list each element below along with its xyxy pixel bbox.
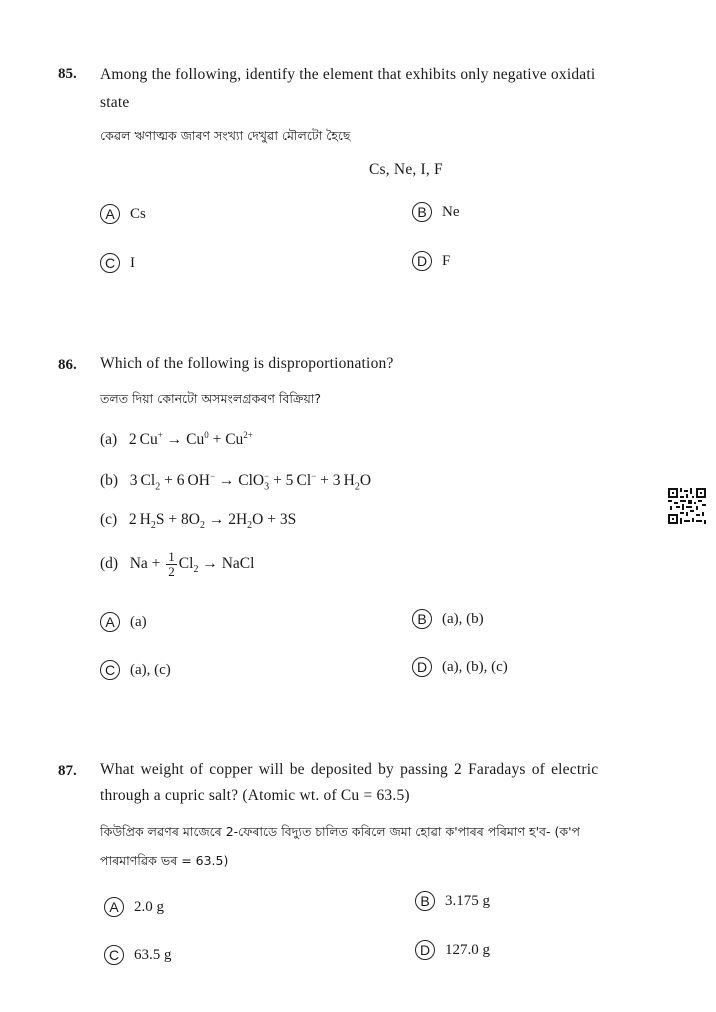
reaction-c-label: (c) [100, 511, 118, 528]
reaction-a: (a) 2 $Cu^+ \to Cu^0 + Cu^{2+}$ [100, 430, 253, 449]
q87-assamese-line1: কিউপ্ৰিক লৱণৰ মাজেৰে 2-ফেৰাডে বিদ্যুত চালিত কৰিলে জমা হোৱা ক'পাৰৰ পৰিমাণ হ'ব- (ক'প [100, 824, 581, 839]
option-d-marker: D [412, 657, 432, 677]
q86-option-d[interactable] [412, 657, 508, 677]
option-b-marker: B [412, 609, 432, 629]
option-text: (a), (c) [130, 661, 171, 678]
reaction-b-label: (b) [100, 472, 119, 490]
fraction-half: $\frac{1}{2}$ [168, 549, 175, 579]
q87-assamese-line2: পাৰমাণৱিক ভৰ = 63.5) [100, 853, 229, 868]
q86-text: Which of the following is disproportionation? [100, 355, 394, 372]
q87-text-line1: What weight of copper will be deposited by passing 2 Faradays of electric [100, 761, 599, 778]
option-a-marker: A [100, 612, 120, 632]
option-text: 127.0 g [445, 941, 490, 958]
option-text: (a), (b), (c) [442, 658, 508, 675]
option-text: Cs [130, 205, 146, 222]
option-text: Ne [442, 203, 460, 220]
reaction-c: (c) 2 $H_2S + 8O_2 \to 2H_2O + 3S$ [100, 511, 297, 532]
q85-option-d[interactable] [412, 251, 450, 271]
option-text: 63.5 g [134, 946, 172, 963]
q87-text-line2: through a cupric salt? (Atomic wt. of Cu = 63.5) [100, 787, 410, 804]
option-c-marker: C [100, 253, 120, 273]
option-text: (a) [130, 613, 147, 630]
option-text: 3.175 g [445, 892, 490, 909]
q86-option-a[interactable] [100, 612, 147, 632]
q86-option-b[interactable] [412, 609, 484, 629]
option-b-marker: B [412, 202, 432, 222]
option-c-marker: C [104, 945, 124, 965]
q85-number: 85. [58, 66, 77, 82]
q86-number: 86. [58, 357, 77, 373]
q87-option-c[interactable] [104, 945, 172, 965]
option-text: (a), (b) [442, 610, 484, 627]
option-a-marker: A [100, 204, 120, 224]
q87-option-b[interactable] [415, 891, 490, 911]
q85-option-b[interactable] [412, 202, 460, 222]
q85-given: Cs, Ne, I, F [369, 161, 443, 178]
q87-option-a[interactable] [104, 897, 164, 917]
option-d-marker: D [412, 251, 432, 271]
option-a-marker: A [104, 897, 124, 917]
option-b-marker: B [415, 891, 435, 911]
q85-text-line1: Among the following, identify the element that exhibits only negative oxidati [100, 66, 596, 83]
q85-option-c[interactable] [100, 253, 135, 273]
q87-number: 87. [58, 763, 77, 779]
option-text: 2.0 g [134, 898, 164, 915]
reaction-a-label: (a) [100, 431, 118, 449]
option-c-marker: C [100, 660, 120, 680]
option-d-marker: D [415, 940, 435, 960]
reaction-d-label: (d) [100, 555, 119, 573]
q86-option-c[interactable] [100, 660, 171, 680]
q86-assamese: তলত দিয়া কোনটো অসমংলগ্ৰকৰণ বিক্ৰিয়া? [100, 391, 322, 406]
reaction-d: (d) Na + $\frac{1}{2}$ $Cl_2$ → NaCl [100, 549, 255, 579]
option-text: I [130, 254, 135, 271]
q87-option-d[interactable] [415, 940, 490, 960]
qr-code-icon [668, 488, 706, 524]
reaction-b: (b) 3 $Cl_2 + 6$ OH− → ClO$_3$− + 5 Cl− + 3 $H_2O$ [100, 471, 372, 493]
q85-option-a[interactable] [100, 204, 146, 224]
option-text: F [442, 252, 451, 269]
q85-text-line2: state [100, 94, 130, 111]
q85-assamese: কেৱল ঋণাত্মক জাৰণ সংখ্যা দেখুৱা মৌলটো হৈছে [100, 128, 351, 143]
